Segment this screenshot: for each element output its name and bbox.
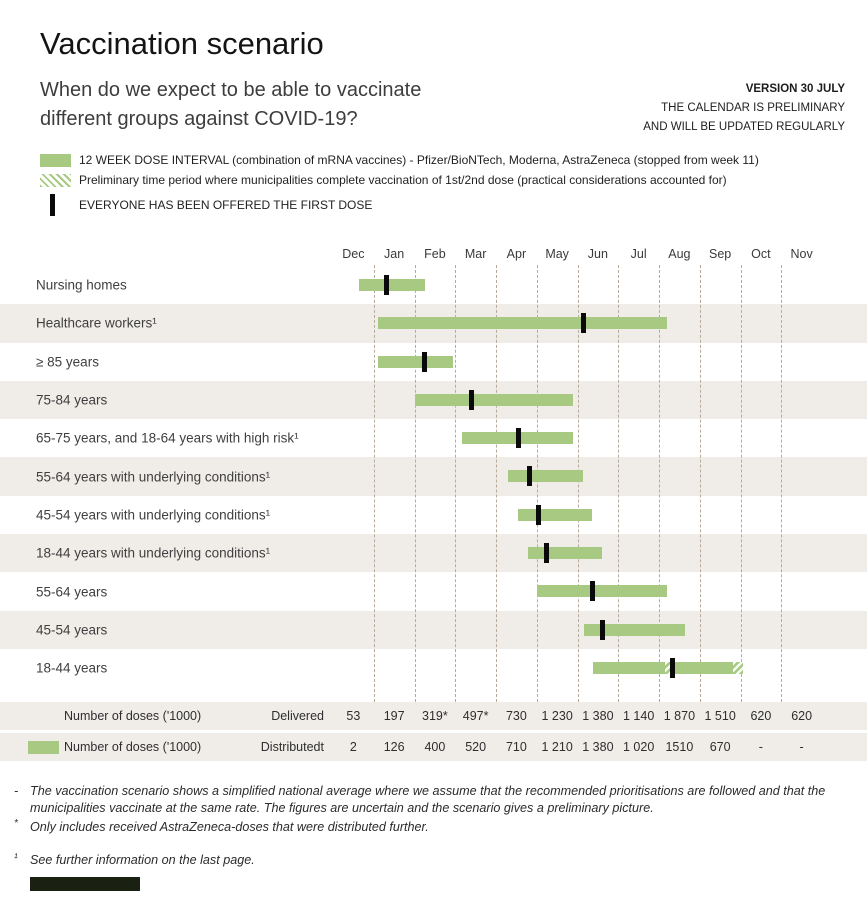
row-label: Nursing homes [36, 277, 127, 293]
table-value: 319* [422, 709, 448, 723]
table-value: 2 [349, 740, 357, 754]
legend-label: 12 WEEK DOSE INTERVAL (combination of mRNA vaccines) - Pfizer/BioNTech, Moderna, AstraZeneca (stopped from week 11) [79, 153, 759, 167]
table-value: 710 [505, 740, 527, 754]
table-value: 197 [383, 709, 405, 723]
gridline [537, 265, 538, 702]
row-label: ≥ 85 years [36, 354, 99, 370]
gridline [455, 265, 456, 702]
first-dose-tick [527, 466, 532, 486]
table-label: Number of doses ('1000) [64, 740, 202, 754]
first-dose-tick [670, 658, 675, 678]
first-dose-tick [469, 390, 474, 410]
first-dose-tick [536, 505, 541, 525]
row-label: 18-44 years [36, 660, 108, 676]
gridline [578, 265, 579, 702]
month-label-mar: Mar [464, 247, 487, 261]
table-value: - [758, 740, 763, 754]
table-value: 1510 [665, 740, 694, 754]
legend-label: EVERYONE HAS BEEN OFFERED THE FIRST DOSE [79, 198, 373, 212]
table-label: Number of doses ('1000) [64, 709, 202, 723]
footnote-marker: * [14, 818, 18, 829]
first-dose-tick [422, 352, 427, 372]
month-label-nov: Nov [790, 247, 813, 261]
footnote-marker: - [14, 784, 19, 798]
table-row-delivered [0, 702, 867, 730]
hatched-bar-swatch-icon [40, 174, 71, 187]
hatch-segment [733, 662, 743, 674]
row-label: 55-64 years [36, 584, 108, 600]
row-label: 55-64 years with underlying conditions¹ [36, 469, 271, 485]
month-label-may: May [545, 247, 569, 261]
footnote-text: See further information on the last page. [30, 853, 255, 867]
gridline [700, 265, 701, 702]
month-axis [0, 247, 867, 265]
row-label: 75-84 years [36, 392, 108, 408]
row-label: 65-75 years, and 18-64 years with high risk¹ [36, 430, 299, 446]
table-value: 670 [709, 740, 731, 754]
gridline [496, 265, 497, 702]
first-dose-tick [581, 313, 586, 333]
footnote-text: The vaccination scenario shows a simplified national average where we assume that the recommended prioritisations are followed and that the municipalities vaccinate at the same rate. The figures are uncertain and the scenario gives a preliminary picture. [30, 784, 826, 816]
month-label-apr: Apr [506, 247, 527, 261]
month-label-oct: Oct [751, 247, 771, 261]
vaccination-bar [518, 509, 591, 521]
grid-overlay [0, 265, 867, 702]
version-line: AND WILL BE UPDATED REGULARLY [643, 120, 845, 133]
table-qualifier: Delivered [271, 709, 324, 723]
vaccination-bar [584, 624, 685, 636]
footnote-scenario [14, 783, 862, 818]
legend [40, 153, 759, 223]
vaccination-bar [359, 279, 425, 291]
legend-item-dose-interval [40, 153, 759, 167]
footnote-reference [14, 852, 862, 869]
table-values-1 [0, 733, 867, 761]
month-label-feb: Feb [424, 247, 446, 261]
table-value: 1 380 [582, 740, 614, 754]
tick-swatch-icon [50, 194, 55, 216]
table-value: 400 [424, 740, 446, 754]
table-qualifier: Distributedt [260, 740, 324, 754]
version-line: VERSION 30 JULY [745, 83, 845, 95]
month-label-jan: Jan [384, 247, 405, 261]
table-value: 126 [383, 740, 405, 754]
table-value: 1 510 [704, 709, 736, 723]
table-value: - [799, 740, 804, 754]
vaccination-bar [593, 662, 743, 674]
footnote-text: Only includes received AstraZeneca-doses that were distributed further. [30, 820, 429, 834]
month-label-jun: Jun [587, 247, 608, 261]
first-dose-tick [544, 543, 549, 563]
vaccination-bar [508, 470, 583, 482]
gridline [741, 265, 742, 702]
row-label: 45-54 years with underlying conditions¹ [36, 507, 271, 523]
row-label: 18-44 years with underlying conditions¹ [36, 545, 271, 561]
footer-logo-bar [30, 877, 140, 891]
table-value: 53 [346, 709, 361, 723]
vaccination-bar [378, 356, 453, 368]
version-line: THE CALENDAR IS PRELIMINARY [661, 101, 845, 114]
table-value: 1 020 [622, 740, 655, 754]
month-label-jul: Jul [630, 247, 647, 261]
gridline [415, 265, 416, 702]
table-row-distributed [0, 733, 867, 761]
month-label-dec: Dec [342, 247, 365, 261]
table-value: 497* [462, 709, 489, 723]
table-value: 1 210 [541, 740, 573, 754]
table-value: 620 [791, 709, 813, 723]
gridline [374, 265, 375, 702]
vaccination-bar [537, 585, 667, 597]
page-title: Vaccination scenario [40, 26, 324, 61]
row-label: Healthcare workers¹ [36, 315, 157, 331]
first-dose-tick [590, 581, 595, 601]
vaccination-bar [528, 547, 601, 559]
footnote-astrazeneca [14, 819, 862, 836]
row-label: 45-54 years [36, 622, 108, 638]
legend-item-first-dose [40, 193, 759, 217]
table-values-0 [0, 702, 867, 730]
solid-bar-swatch-icon [40, 154, 71, 167]
legend-label: Preliminary time period where municipalities complete vaccination of 1st/2nd dose (practical considerations accounted for) [79, 173, 727, 187]
table-value: 620 [750, 709, 772, 723]
first-dose-tick [516, 428, 521, 448]
month-label-sep: Sep [709, 247, 732, 261]
page-subtitle: When do we expect to be able to vaccinate different groups against COVID-19? [40, 79, 422, 130]
table-value: 1 870 [663, 709, 696, 723]
table-value: 1 140 [622, 709, 655, 723]
gridline [618, 265, 619, 702]
version-note [643, 80, 845, 137]
legend-item-preliminary [40, 173, 759, 187]
vaccination-bar [415, 394, 574, 406]
vaccination-bar [378, 317, 667, 329]
month-label-aug: Aug [668, 247, 691, 261]
table-value: 1 230 [541, 709, 573, 723]
footnote-marker: ¹ [14, 852, 18, 864]
first-dose-tick [384, 275, 389, 295]
table-value: 730 [505, 709, 527, 723]
gridline [781, 265, 782, 702]
table-value: 1 380 [582, 709, 614, 723]
first-dose-tick [600, 620, 605, 640]
table-value: 520 [465, 740, 487, 754]
gridline [659, 265, 660, 702]
